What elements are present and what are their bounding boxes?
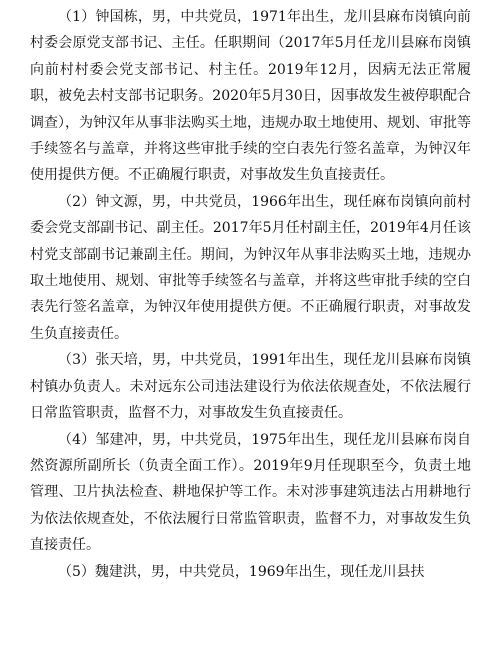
- paragraph-4: （4）邹建冲，男，中共党员，1975年出生，现任龙川县麻布岗自然资源所副所长（负责全面工作）。2019年9月任现职至今，负责土地管理、卫片执法检查、耕地保护等工作。未对涉事建筑违法占用耕地行为依法依规查处，不依法履行日常监管职责，监督不力，对事故发生负直接责任。: [30, 431, 471, 554]
- paragraph-5: （5）魏建洪，男，中共党员，1969年出生，现任龙川县扶: [58, 563, 425, 580]
- paragraph-2: （2）钟文源，男，中共党员，1966年出生，现任麻布岗镇向前村委会党支部副书记、副主任。2017年5月任村副主任，2019年4月任该村党支部副书记兼副主任。期间，为钟汉年从事非法购买土地，违规办取土地使用、规划、审批等手续签名与盖章，并将这些审批手续的空白表先行签名盖章，为钟汉年使用提供方便。不正确履行职责，对事故发生负直接责任。: [30, 193, 471, 342]
- paragraph-1: （1）钟国栋，男，中共党员，1971年出生，龙川县麻布岗镇向前村委会原党支部书记、主任。任职期间（2017年5月任龙川县麻布岗镇向前村村委会党支部书记、村主任。2019年12月，因病无法正常履职，被免去村支部书记职务。2020年5月30日，因事故发生被停职配合调查），为钟汉年从事非法购买土地，违规办取土地使用、规划、审批等手续签名与盖章，并将这些审批手续的空白表先行签名盖章，为钟汉年使用提供方便。不正确履行职责，对事故发生负直接责任。: [30, 9, 471, 184]
- paragraph-3: （3）张天培，男，中共党员，1991年出生，现任龙川县麻布岗镇村镇办负责人。未对远东公司违法建设行为依法依规查处，不依法履行日常监管职责，监督不力，对事故发生负直接责任。: [30, 352, 471, 422]
